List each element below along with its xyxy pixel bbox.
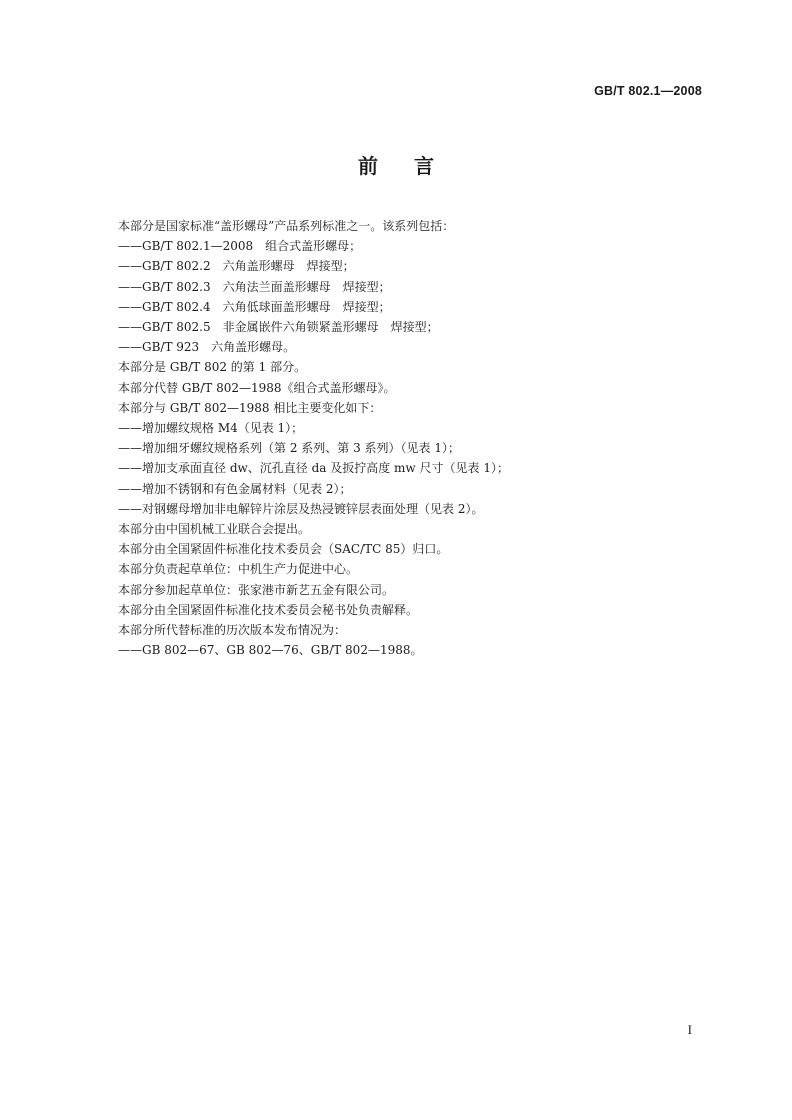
list-item: ——GB/T 923 六角盖形螺母。 [118,340,296,355]
paragraph-line: 本部分由全国紧固件标准化技术委员会（SAC/TC 85）归口。 [118,542,449,557]
paragraph-line: 本部分所代替标准的历次版本发布情况为： [118,623,347,638]
list-item: ——GB/T 802.1—2008 组合式盖形螺母； [118,239,362,254]
paragraph-line: 本部分是国家标准“盖形螺母”产品系列标准之一。该系列包括： [118,219,455,233]
page-number: I [687,1022,692,1037]
list-item: ——增加细牙螺纹规格系列（第 2 系列、第 3 系列）（见表 1）； [118,441,460,456]
list-item: ——GB/T 802.5 非金属嵌件六角锁紧盖形螺母 焊接型； [118,320,439,335]
paragraph-line: 本部分代替 GB/T 802—1988《组合式盖形螺母》。 [118,380,396,395]
list-item: ——增加支承面直径 dw、沉孔直径 da 及扳拧高度 mw 尺寸（见表 1）； [118,461,509,476]
paragraph-line: 本部分负责起草单位：中机生产力促进中心。 [118,562,359,577]
standard-code: GB/T 802.1—2008 [594,84,702,98]
list-item: ——GB 802—67、GB 802—76、GB/T 802—1988。 [118,643,423,658]
list-item: ——GB/T 802.3 六角法兰面盖形螺母 焊接型； [118,279,391,294]
paragraph-line: 本部分由全国紧固件标准化技术委员会秘书处负责解释。 [118,602,419,617]
list-item: ——增加螺纹规格 M4（见表 1）； [118,421,304,436]
list-item: ——GB/T 802.4 六角低球面盖形螺母 焊接型； [118,299,391,314]
list-item: ——GB/T 802.2 六角盖形螺母 焊接型； [118,259,355,274]
paragraph-line: 本部分由中国机械工业联合会提出。 [118,522,311,537]
paragraph-line: 本部分参加起草单位：张家港市新艺五金有限公司。 [118,582,395,597]
page-title: 前言 [358,154,470,178]
list-item: ——对钢螺母增加非电解锌片涂层及热浸镀锌层表面处理（见表 2）。 [118,501,484,516]
paragraph-line: 本部分与 GB/T 802—1988 相比主要变化如下： [118,400,382,415]
foreword-body [118,216,718,660]
list-item: ——增加不锈钢和有色金属材料（见表 2）； [118,481,352,496]
paragraph-line: 本部分是 GB/T 802 的第 1 部分。 [118,360,307,375]
